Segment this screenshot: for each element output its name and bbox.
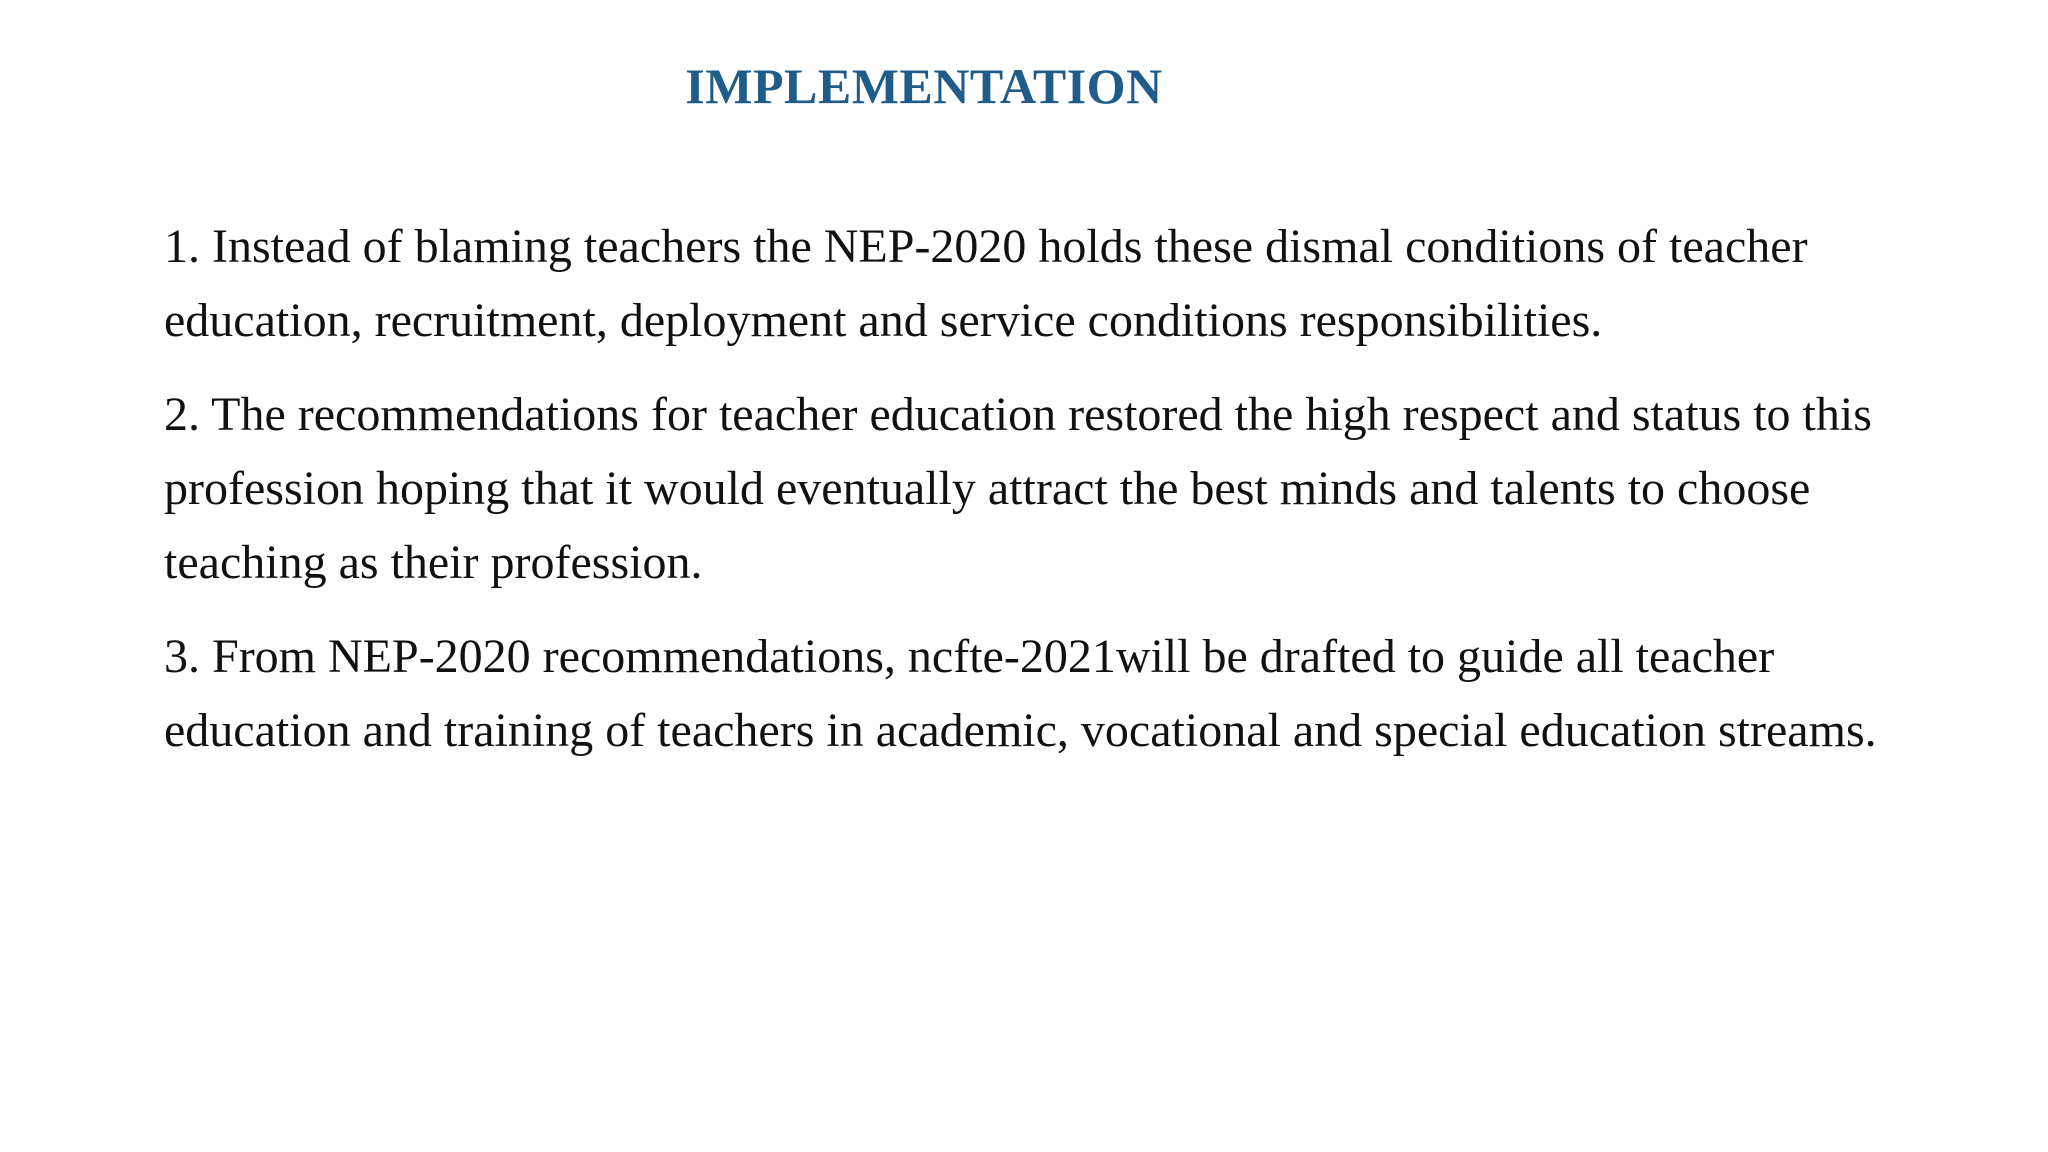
slide-body [164,210,1894,788]
point-1: 1. Instead of blaming teachers the NEP-2020 holds these dismal conditions of teacher education, recruitment, deployment and service conditions responsibilities. [164,220,1808,347]
slide-title: IMPLEMENTATION [685,58,1163,114]
point-3: 3. From NEP-2020 recommendations, ncfte-2021will be drafted to guide all teacher education and training of teachers in academic, vocational and special education streams. [164,630,1877,757]
point-2: 2. The recommendations for teacher education restored the high respect and status to this profession hoping that it would eventually attract the best minds and talents to choose teaching as their profession. [164,388,1872,589]
